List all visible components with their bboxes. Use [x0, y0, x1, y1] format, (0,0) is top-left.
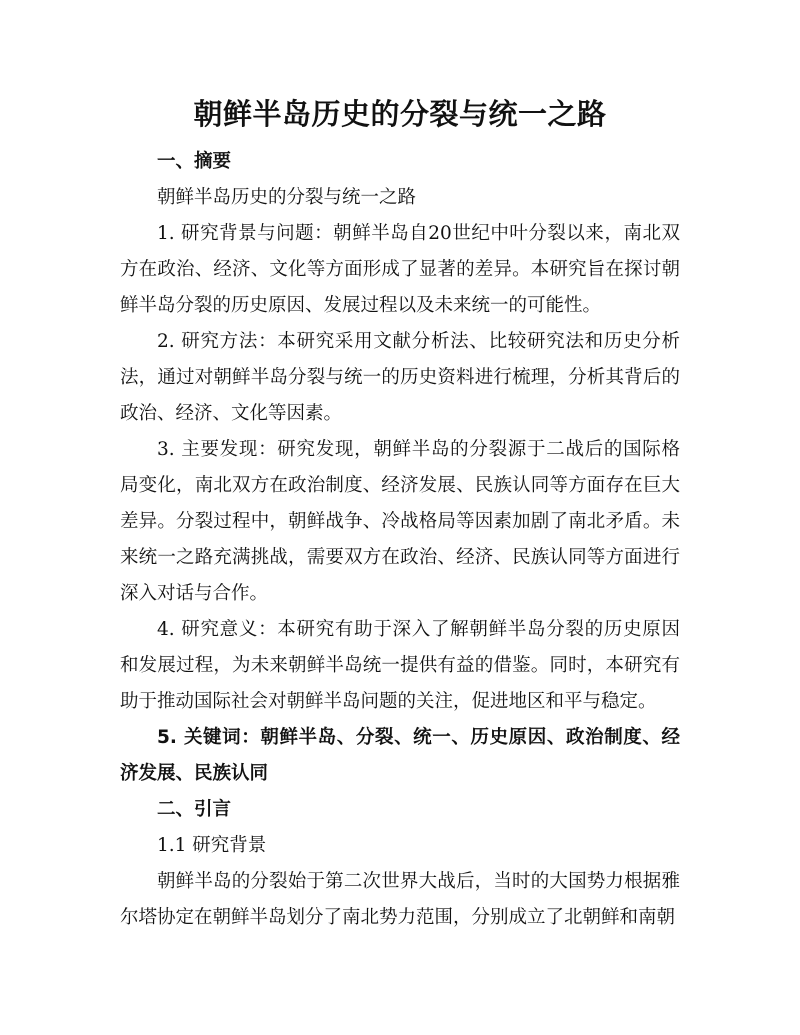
document-title: 朝鲜半岛历史的分裂与统一之路 [193, 97, 607, 131]
abstract-item-significance: 4. 研究意义：本研究有助于深入了解朝鲜半岛分裂的历史原因和发展过程，为未来朝鲜半岛统一提供有益的借鉴。同时，本研究有助于推动国际社会对朝鲜半岛问题的关注，促进地区和平与稳定。 [120, 619, 680, 712]
abstract-item-background: 1. 研究背景与问题：朝鲜半岛自20世纪中叶分裂以来，南北双方在政治、经济、文化等方面形成了显著的差异。本研究旨在探讨朝鲜半岛分裂的历史原因、发展过程以及未来统一的可能性。 [120, 223, 680, 316]
section-heading-1-1: 1.1 研究背景 [157, 835, 267, 856]
keywords-paragraph: 5. 关键词：朝鲜半岛、分裂、统一、历史原因、政治制度、经济发展、民族认同 [120, 727, 680, 784]
abstract-title: 朝鲜半岛历史的分裂与统一之路 [157, 187, 417, 208]
abstract-item-findings: 3. 主要发现：研究发现，朝鲜半岛的分裂源于二战后的国际格局变化，南北双方在政治制度、经济发展、民族认同等方面存在巨大差异。分裂过程中，朝鲜战争、冷战格局等因素加剧了南北矛盾。未来统一之路充满挑战，需要双方在政治、经济、民族认同等方面进行深入对话与合作。 [120, 439, 680, 604]
intro-paragraph: 朝鲜半岛的分裂始于第二次世界大战后，当时的大国势力根据雅尔塔协定在朝鲜半岛划分了南北势力范围，分别成立了北朝鲜和南朝 [120, 871, 680, 928]
abstract-heading: 一、摘要 [157, 151, 232, 172]
abstract-item-methods: 2. 研究方法：本研究采用文献分析法、比较研究法和历史分析法，通过对朝鲜半岛分裂与统一的历史资料进行梳理，分析其背后的政治、经济、文化等因素。 [120, 331, 680, 424]
intro-heading: 二、引言 [157, 799, 232, 820]
